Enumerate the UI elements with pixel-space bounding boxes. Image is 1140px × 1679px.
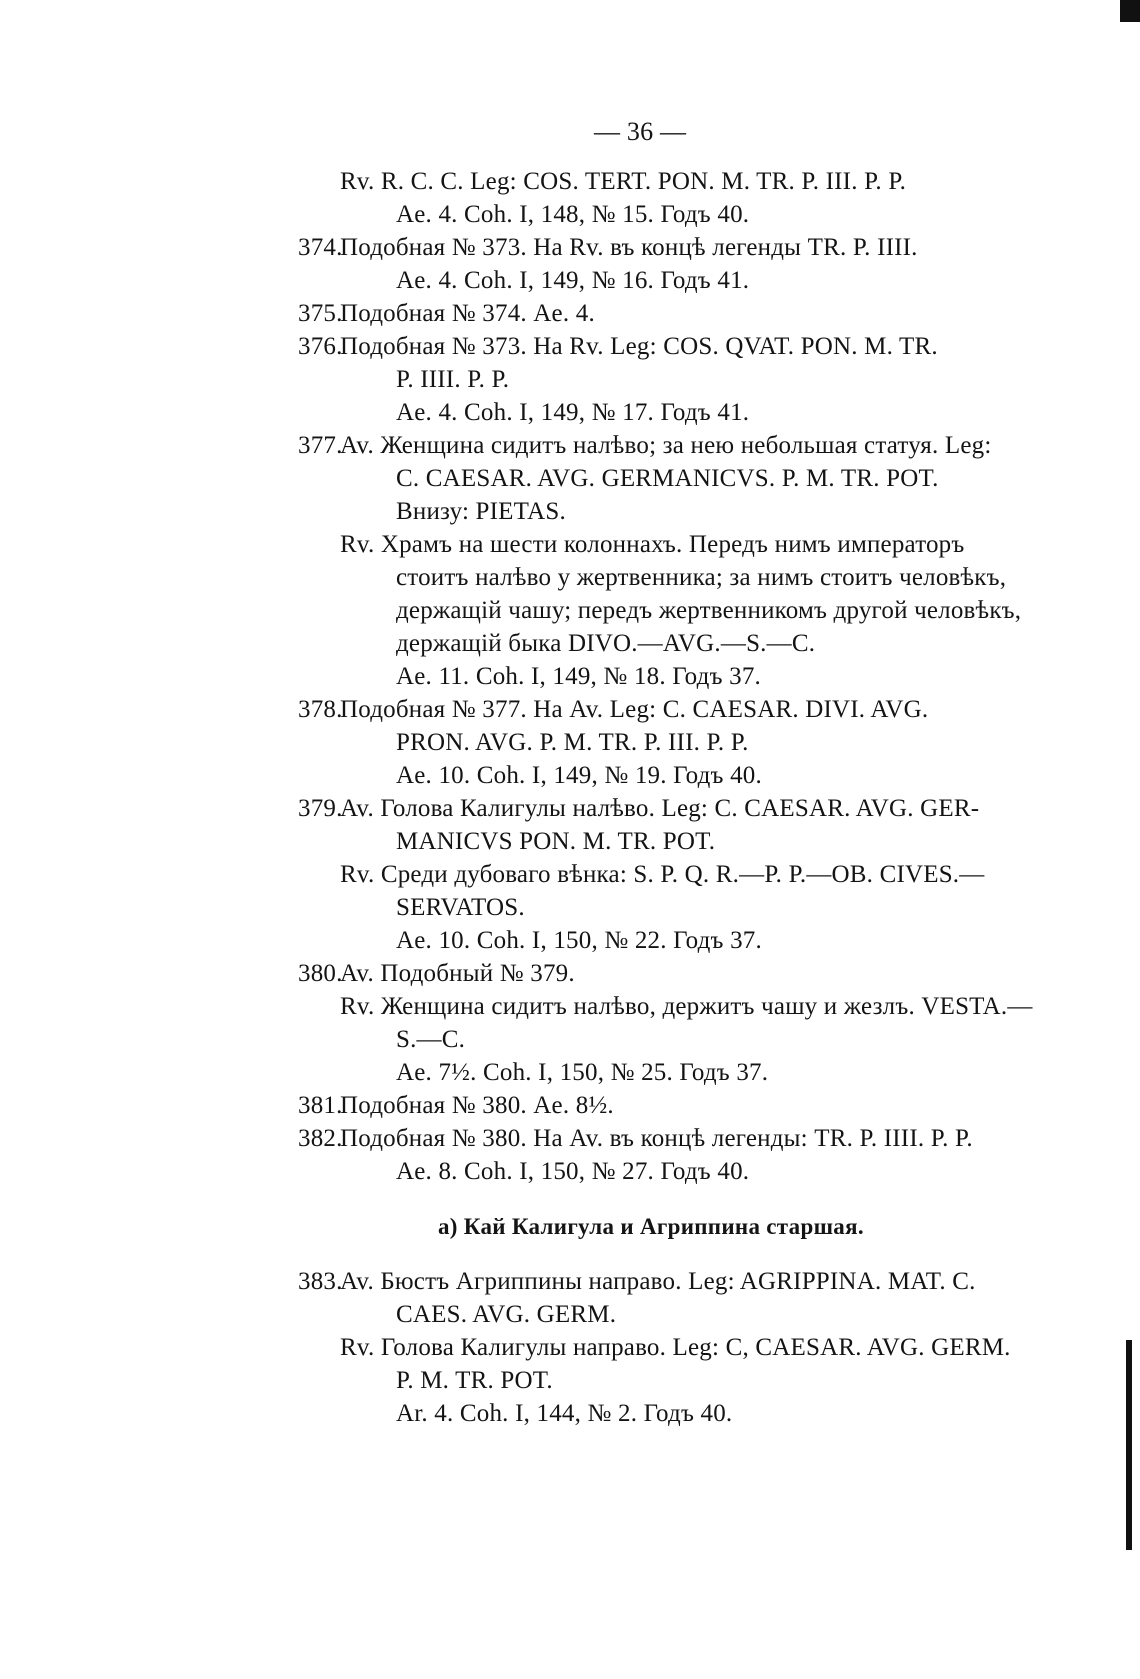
entry-number: 381.: [298, 1092, 343, 1119]
line-text: Подобная № 373. На Rv. въ концѣ легенды TR. P. IIII.: [340, 234, 918, 261]
entry-line-383: [340, 1266, 976, 1298]
line-text: C. CAESAR. AVG. GERMANICVS. P. M. TR. POT.: [396, 465, 939, 492]
line-text: Ae. 10. Coh. I, 149, № 19. Годъ 40.: [396, 762, 762, 789]
text-line: [396, 496, 566, 528]
entry-line-375: [340, 298, 595, 330]
line-text: Rv. Женщина сидитъ налѣво, держитъ чашу и жезлъ. VESTA.—: [340, 993, 1033, 1020]
line-text: Подобная № 380. На Av. въ концѣ легенды: TR. P. IIII. P. P.: [340, 1125, 973, 1152]
line-text: Rv. Голова Калигулы направо. Leg: C, CAESAR. AVG. GERM.: [340, 1334, 1011, 1361]
line-text: P. M. TR. POT.: [396, 1367, 553, 1394]
page-number: — 36 —: [594, 117, 687, 146]
line-text: CAES. AVG. GERM.: [396, 1301, 617, 1328]
line-text: Подобная № 373. На Rv. Leg: COS. QVAT. PON. M. TR.: [340, 333, 938, 360]
text-line: [396, 397, 749, 429]
line-text: стоитъ налѣво у жертвенника; за нимъ стоитъ человѣкъ,: [396, 564, 1007, 591]
entry-number: 379.: [298, 795, 343, 822]
line-text: P. IIII. P. P.: [396, 366, 510, 393]
line-text: PRON. AVG. P. M. TR. P. III. P. P.: [396, 729, 749, 756]
text-line: [340, 991, 1033, 1023]
line-text: Ar. 4. Coh. I, 144, № 2. Годъ 40.: [396, 1400, 733, 1427]
line-text: Ae. 7½. Coh. I, 150, № 25. Годъ 37.: [396, 1059, 769, 1086]
line-text: Ae. 4. Coh. I, 149, № 17. Годъ 41.: [396, 399, 750, 426]
text-line: [396, 760, 762, 792]
text-line: [396, 727, 749, 759]
line-text: Rv. Среди дубоваго вѣнка: S. P. Q. R.—P. P.—OB. CIVES.—: [340, 861, 985, 888]
entry-number: 382.: [298, 1125, 343, 1152]
text-line: [396, 892, 525, 924]
entry-number: 383.: [298, 1268, 343, 1295]
entry-number: 377.: [298, 432, 343, 459]
text-line: [396, 1057, 768, 1089]
text-line: [340, 859, 984, 891]
line-text: Av. Голова Калигулы налѣво. Leg: C. CAESAR. AVG. GER-: [340, 795, 980, 822]
entry-number: 376.: [298, 333, 343, 360]
line-text: Ae. 11. Coh. I, 149, № 18. Годъ 37.: [396, 663, 762, 690]
entry-line-382: [340, 1123, 973, 1155]
text-line: [396, 199, 749, 231]
text-line: [396, 463, 939, 495]
entry-line-377: [340, 430, 992, 462]
line-text: Rv. Храмъ на шести колоннахъ. Передъ нимъ императоръ: [340, 531, 965, 558]
entry-line-380: [340, 958, 575, 990]
line-text: Подобная № 377. На Av. Leg: C. CAESAR. DIVI. AVG.: [340, 696, 929, 723]
line-text: Rv. R. C. C. Leg: COS. TERT. PON. M. TR. P. III. P. P.: [340, 168, 907, 195]
text-line: [396, 595, 1021, 627]
text-line: [340, 529, 965, 561]
entry-line-378: [340, 694, 928, 726]
line-text: Подобная № 380. Ae. 8½.: [340, 1092, 614, 1119]
line-text: Подобная № 374. Ae. 4.: [340, 300, 595, 327]
text-line: [396, 562, 1006, 594]
text-line: [396, 1299, 616, 1331]
text-line: [340, 1332, 1011, 1364]
entry-number: 380.: [298, 960, 343, 987]
text-line: [396, 1024, 465, 1056]
line-text: держащій чашу; передъ жертвенникомъ другой человѣкъ,: [396, 597, 1022, 624]
entry-number: 378.: [298, 696, 343, 723]
text-line: [396, 1156, 749, 1188]
entry-line-374: [340, 232, 918, 264]
line-text: Внизу: PIETAS.: [396, 498, 566, 525]
text-line: [396, 661, 761, 693]
entry-number: 374.: [298, 234, 343, 261]
line-text: Ae. 4. Coh. I, 149, № 16. Годъ 41.: [396, 267, 750, 294]
scan-mark-right-edge: [1126, 1340, 1132, 1550]
entry-line-381: [340, 1090, 614, 1122]
text-line: [396, 628, 815, 660]
line-text: Av. Женщина сидитъ налѣво; за нею небольшая статуя. Leg:: [340, 432, 992, 459]
scan-mark-top-right: [1120, 0, 1140, 22]
text-line: [396, 925, 762, 957]
text-line: [396, 1398, 732, 1430]
line-text: S.—C.: [396, 1026, 466, 1053]
line-text: Ae. 8. Coh. I, 150, № 27. Годъ 40.: [396, 1158, 750, 1185]
text-line: [396, 1365, 553, 1397]
text-line: [396, 364, 509, 396]
text-line: [396, 826, 715, 858]
line-text: SERVATOS.: [396, 894, 525, 921]
entry-line-376: [340, 331, 938, 363]
line-text: Av. Подобный № 379.: [340, 960, 575, 987]
line-text: Ae. 4. Coh. I, 148, № 15. Годъ 40.: [396, 201, 750, 228]
line-text: Ae. 10. Coh. I, 150, № 22. Годъ 37.: [396, 927, 762, 954]
line-text: MANICVS PON. M. TR. POT.: [396, 828, 716, 855]
entry-number: 375.: [298, 300, 343, 327]
section-heading: a) Кай Калигула и Агриппина старшая.: [438, 1214, 864, 1239]
entry-line-379: [340, 793, 979, 825]
line-text: держащій быка DIVO.—AVG.—S.—C.: [396, 630, 816, 657]
text-line: [396, 265, 749, 297]
text-line: [340, 166, 906, 198]
line-text: Av. Бюстъ Агриппины направо. Leg: AGRIPPINA. MAT. C.: [340, 1268, 976, 1295]
